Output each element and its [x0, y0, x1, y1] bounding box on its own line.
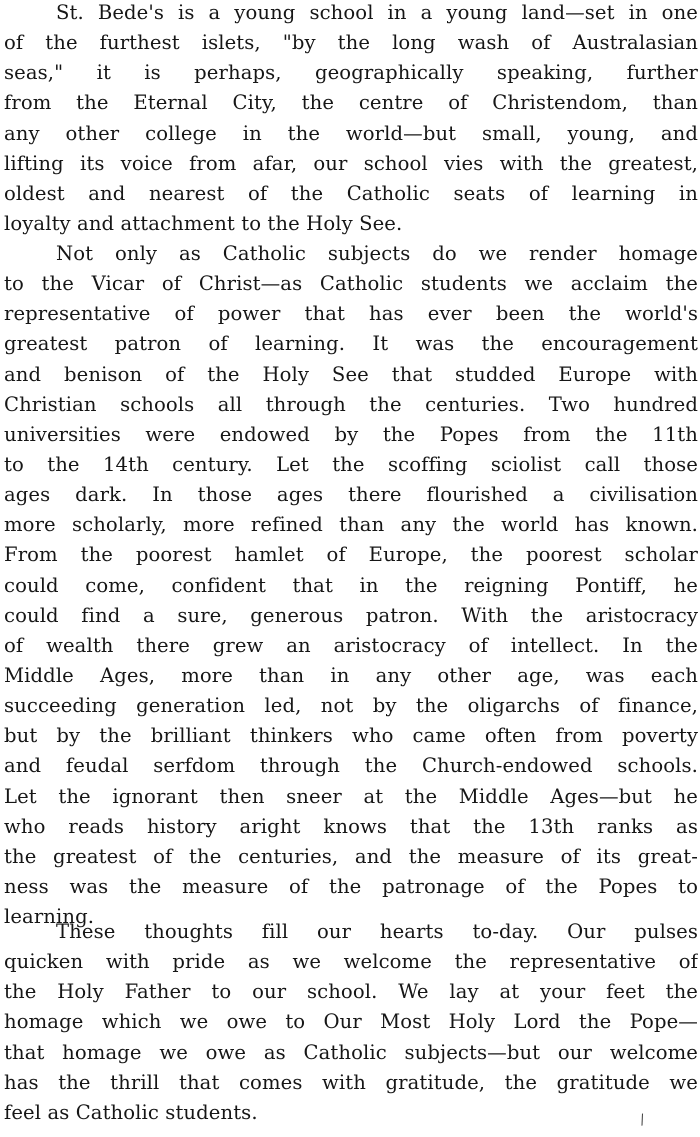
text-line: the greatest of the centuries, and the measure of its great- [4, 844, 698, 868]
text-line: any other college in the world—but small, young, and [4, 121, 698, 145]
text-line: greatest patron of learning. It was the encouragement [4, 332, 698, 356]
text-line: could come, confident that in the reigning Pontiff, he [4, 573, 698, 597]
text-line: These thoughts fill our hearts to-day. Our pulses [56, 920, 698, 943]
text-line: lifting its voice from afar, our school vies with the greatest, [4, 151, 698, 175]
text-line: universities were endowed by the Popes from the 11th [4, 422, 698, 446]
text-line: homage which we owe to Our Most Holy Lord the Pope— [4, 1010, 698, 1034]
text-line: oldest and nearest of the Catholic seats of learning in [4, 181, 698, 205]
text-line: St. Bede's is a young school in a young land—set in one [56, 1, 698, 24]
text-line: to the Vicar of Christ—as Catholic students we acclaim the [4, 272, 698, 296]
text-line: From the poorest hamlet of Europe, the poorest scholar [4, 543, 698, 567]
text-line: Let the ignorant then sneer at the Middle Ages—but he [4, 784, 698, 808]
text-line: Not only as Catholic subjects do we render homage [56, 242, 698, 265]
text-line: from the Eternal City, the centre of Christendom, than [4, 91, 698, 115]
text-line: could find a sure, generous patron. With the aristocracy [4, 603, 698, 627]
text-line: feel as Catholic students. [4, 1100, 258, 1124]
paragraph-3 [4, 917, 698, 1128]
text-line: but by the brilliant thinkers who came often from poverty [4, 724, 698, 748]
text-line: and feudal serfdom through the Church-endowed schools. [4, 754, 698, 778]
text-line: loyalty and attachment to the Holy See. [4, 211, 403, 235]
text-line: and benison of the Holy See that studded Europe with [4, 362, 698, 386]
paragraph-2 [4, 239, 698, 932]
text-line: Middle Ages, more than in any other age, was each [4, 663, 698, 687]
text-line: more scholarly, more refined than any the world has known. [4, 513, 698, 537]
text-line: ages dark. In those ages there flourished a civilisation [4, 483, 698, 507]
print-speck: / [638, 1111, 647, 1129]
paragraph-1 [4, 0, 698, 239]
text-line: learning. [4, 905, 95, 929]
text-line: representative of power that has ever been the world's [4, 302, 698, 326]
text-line: quicken with pride as we welcome the representative of [4, 950, 698, 974]
document-page [4, 0, 698, 1137]
text-line: ness was the measure of the patronage of the Popes to [4, 874, 698, 898]
text-line: has the thrill that comes with gratitude, the gratitude we [4, 1070, 698, 1094]
text-line: that homage we owe as Catholic subjects—but our welcome [4, 1040, 698, 1064]
text-line: of the furthest islets, "by the long wash of Australasian [4, 31, 698, 55]
text-line: to the 14th century. Let the scoffing sciolist call those [4, 452, 698, 476]
text-line: the Holy Father to our school. We lay at your feet the [4, 980, 698, 1004]
text-line: of wealth there grew an aristocracy of intellect. In the [4, 633, 698, 657]
text-line: who reads history aright knows that the 13th ranks as [4, 814, 698, 838]
text-line: Christian schools all through the centuries. Two hundred [4, 392, 698, 416]
text-line: succeeding generation led, not by the oligarchs of finance, [4, 694, 698, 718]
text-line: seas," it is perhaps, geographically speaking, further [4, 61, 698, 85]
